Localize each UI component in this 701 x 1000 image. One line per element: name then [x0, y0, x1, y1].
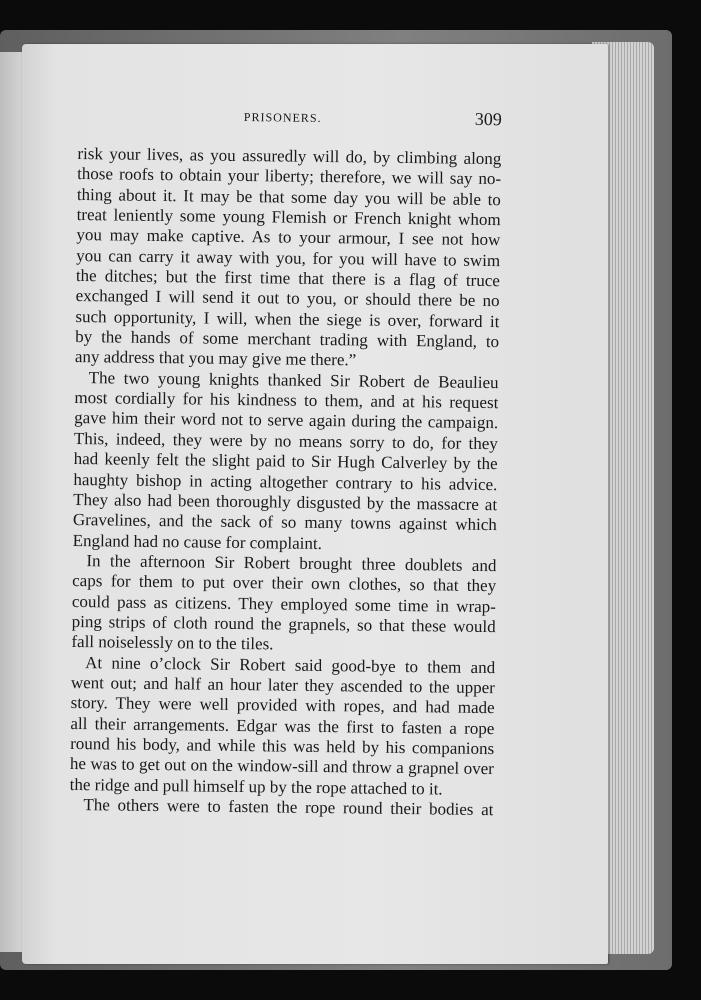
text-line: ping strips of cloth round the grapnels, so that these would	[71, 611, 496, 637]
paragraph	[71, 551, 496, 658]
text-line: gave him their word not to serve again during the campaign.	[74, 408, 499, 433]
text-line: England had no cause for complaint.	[72, 530, 323, 553]
text-line: all their arrangements. Edgar was the first to fasten a rope	[70, 713, 495, 738]
text-line: fall noiselessly on to the tiles.	[71, 632, 274, 654]
text-line: Gravelines, and the sack of so many towns against which	[72, 510, 498, 535]
paragraph	[75, 144, 502, 373]
text-line: In the afternoon Sir Robert brought three doublets and	[86, 551, 497, 576]
text-line: They also had been thoroughly disgusted by the massacre at	[73, 489, 498, 514]
page-number: 309	[474, 108, 502, 130]
text-line: At nine o’clock Sir Robert said good-bye to them and	[85, 652, 496, 677]
text-line: went out; and half an hour later they ascended to the upper	[70, 672, 496, 698]
text-line: haughty bishop in acting altogether contrary to his advice.	[73, 469, 498, 494]
text-line: caps for them to put over their own clothes, so that they	[72, 571, 497, 596]
paragraph	[70, 653, 496, 801]
text-line: you may make captive. As to your armour, I see not how	[76, 225, 501, 250]
text-line: those roofs to obtain your liberty; therefore, we will say no-	[77, 164, 502, 189]
text-line: most cordially for his kindness to them, and at his request	[74, 388, 499, 413]
text-line: the ridge and pull himself up by the rope attached to it.	[69, 774, 443, 799]
paragraph	[69, 795, 493, 821]
text-line: could pass as citizens. They employed some time in wrap-	[71, 591, 497, 616]
text-line: exchanged I will send it out to you, or should there be no	[75, 286, 500, 311]
text-line: he was to get out on the window-sill and throw a grapnel over	[69, 754, 495, 779]
running-head: PRISONERS.	[243, 110, 322, 125]
text-line: the ditches; but the first time that there is a flag of truce	[75, 266, 500, 291]
text-line: thing about it. It may be that some day you will be able to	[76, 184, 501, 209]
page-header	[78, 104, 502, 149]
text-line: round his body, and while this was held by his companions	[70, 733, 495, 759]
text-line: treat leniently some young Flemish or French knight whom	[76, 205, 501, 230]
paragraph	[73, 368, 499, 556]
text-line: had keenly felt the slight paid to Sir Hugh Calverley by the	[73, 449, 498, 474]
page-text-block	[69, 104, 502, 820]
text-line: such opportunity, I will, when the siege is over, forward it	[75, 306, 500, 331]
text-line: The two young knights thanked Sir Robert de Beaulieu	[88, 367, 499, 392]
text-line: risk your lives, as you assuredly will do, by climbing along	[77, 143, 502, 169]
text-line: you can carry it away with you, for you will have to swim	[76, 245, 501, 270]
text-line: by the hands of some merchant trading with England, to	[75, 327, 500, 352]
text-line: This, indeed, they were by no means sorry to do, for they	[73, 428, 499, 453]
text-line: story. They were well provided with ropes, and had made	[70, 693, 495, 718]
text-line: any address that you may give me there.”	[74, 347, 357, 370]
text-line: The others were to fasten the rope round their bodies at	[83, 795, 494, 820]
book-page	[22, 44, 608, 964]
